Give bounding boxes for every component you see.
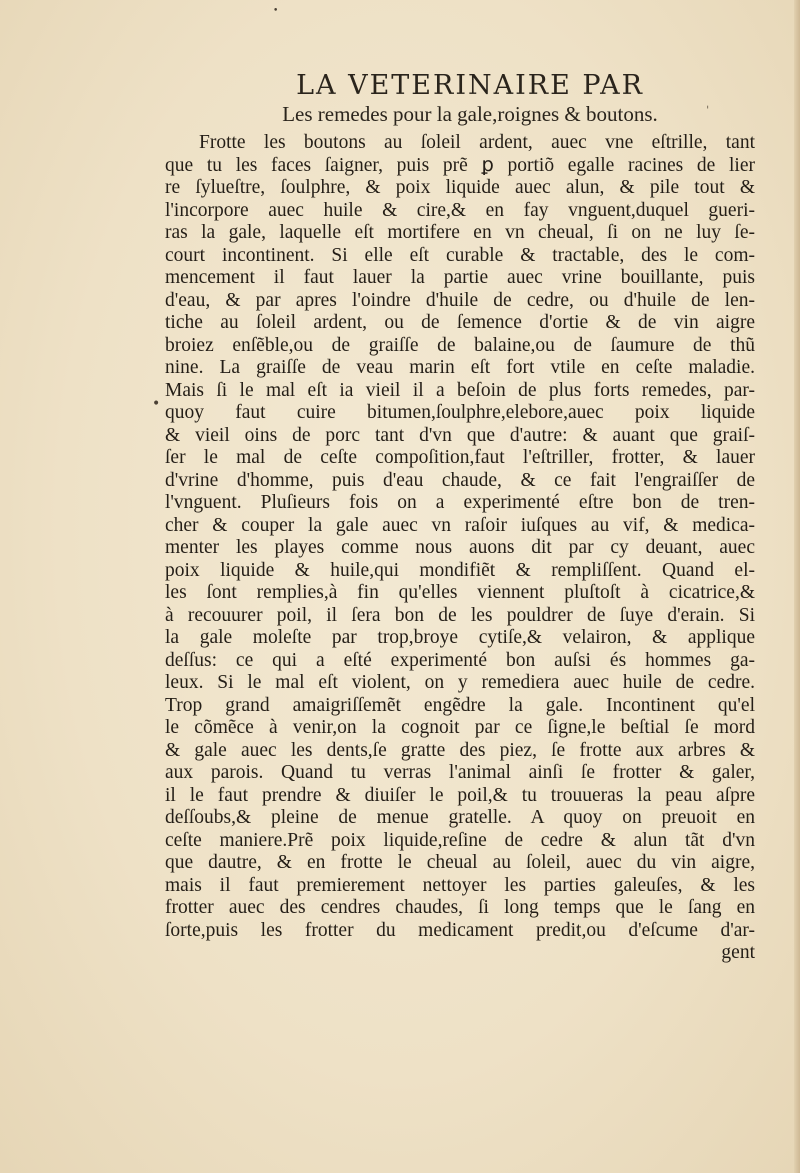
section-title: Les remedes pour la gale,roignes & boutons. (282, 102, 658, 126)
text-line: d'eau, & par apres l'oindre d'huile de cedre, ou d'huile de len- (165, 289, 755, 311)
text-line: & gale auec les dents,ſe gratte des piez, ſe frotte aux arbres & (165, 739, 755, 761)
text-line: nine. La graiſſe de veau marin eſt fort vtile en ceſte maladie. (165, 357, 755, 378)
text-line: tiche au ſoleil ardent, ou de ſemence d'ortie & de vin aigre (165, 312, 755, 333)
text-line: quoy faut cuire bitumen,ſoulphre,elebore,auec poix liquide (165, 402, 755, 423)
text-line: Trop grand amaigriſſemẽt engẽdre la gale. Incontinent qu'el (165, 694, 755, 716)
text-line: menter les playes comme nous auons dit par cy deuant, auec (165, 537, 755, 558)
text-line: court incontinent. Si elle eſt curable & tractable, des le com- (165, 244, 755, 266)
margin-tick-mark: ˈ (706, 104, 710, 118)
catchword: gent (721, 942, 755, 963)
text-line: leux. Si le mal eſt violent, on y remediera auec huile de cedre. (165, 672, 755, 693)
text-line: l'incorpore auec huile & cire,& en fay vnguent,duquel gueri- (165, 199, 755, 221)
text-line: frotter auec des cendres chaudes, ſi long temps que le ſang en (165, 897, 755, 918)
text-line: deſſoubs,& pleine de menue gratelle. A quoy on preuoit en (165, 807, 755, 828)
text-line: deſſus: ce qui a eſté experimenté bon auſsi és hommes ga- (165, 649, 755, 671)
margin-pointer-mark: • (152, 396, 161, 412)
text-line: & vieil oins de porc tant d'vn que d'autre: & auant que graiſ- (165, 424, 755, 446)
text-line: ceſte maniere.Prẽ poix liquide,reſine de cedre & alun tãt d'vn (165, 829, 755, 851)
text-line: Frotte les boutons au ſoleil ardent, auec vne eſtrille, tant (199, 132, 755, 153)
page-edge (794, 0, 800, 1173)
text-line: le cõmẽce à venir,on la cognoit par ce ſigne,le beſtial ſe mord (165, 717, 755, 738)
body-text (165, 132, 755, 965)
text-line: ſer le mal de ceſte compoſition,faut l'eſtriller, frotter, & lauer (165, 447, 755, 468)
text-line: re ſylueſtre, ſoulphre, & poix liquide auec alun, & pile tout & (165, 177, 755, 198)
text-line: mencement il faut lauer la partie auec vrine bouillante, puis (165, 267, 755, 288)
text-line: Mais ſi le mal eſt ia vieil il a beſoin de plus forts remedes, par- (165, 379, 755, 401)
text-line: aux parois. Quand tu verras l'animal ainſi ſe frotter & galer, (165, 762, 755, 783)
text-line: mais il faut premierement nettoyer les parties galeuſes, & les (165, 874, 755, 896)
text-line: la gale moleſte par trop,broye cytiſe,& velairon, & applique (165, 627, 755, 648)
text-line: cher & couper la gale auec vn raſoir iuſques au vif, & medica- (165, 514, 755, 536)
running-head: LA VETERINAIRE PAR (296, 70, 644, 101)
text-line: broiez enſẽble,ou de graiſſe de balaine,ou de ſaumure de thũ (165, 334, 755, 356)
text-line: il le faut prendre & diuiſer le poil,& tu trouueras la peau aſpre (165, 784, 755, 806)
text-line: à recouurer poil, il ſera bon de les pouldrer de ſuye d'erain. Si (165, 604, 755, 626)
text-line: les ſont remplies,à fin qu'elles viennent pluſtoſt à cicatrice,& (165, 582, 755, 603)
text-line: que tu les faces ſaigner, puis prẽ ꝑ portiõ egalle racines de lier (165, 154, 755, 176)
text-line: poix liquide & huile,qui mondifiẽt & rempliſſent. Quand el- (165, 559, 755, 581)
text-line: d'vrine d'homme, puis d'eau chaude, & ce fait l'engraiſſer de (165, 469, 755, 491)
text-line: ras la gale, laquelle eſt mortifere en vn cheual, ſi on ne luy ſe- (165, 222, 755, 243)
ink-speck: • (273, 6, 279, 16)
text-line: que dautre, & en frotte le cheual au ſoleil, auec du vin aigre, (165, 852, 755, 873)
text-line: l'vnguent. Pluſieurs fois on a experimenté eſtre bon de tren- (165, 492, 755, 513)
text-line: ſorte,puis les frotter du medicament predit,ou d'eſcume d'ar- (165, 919, 755, 941)
